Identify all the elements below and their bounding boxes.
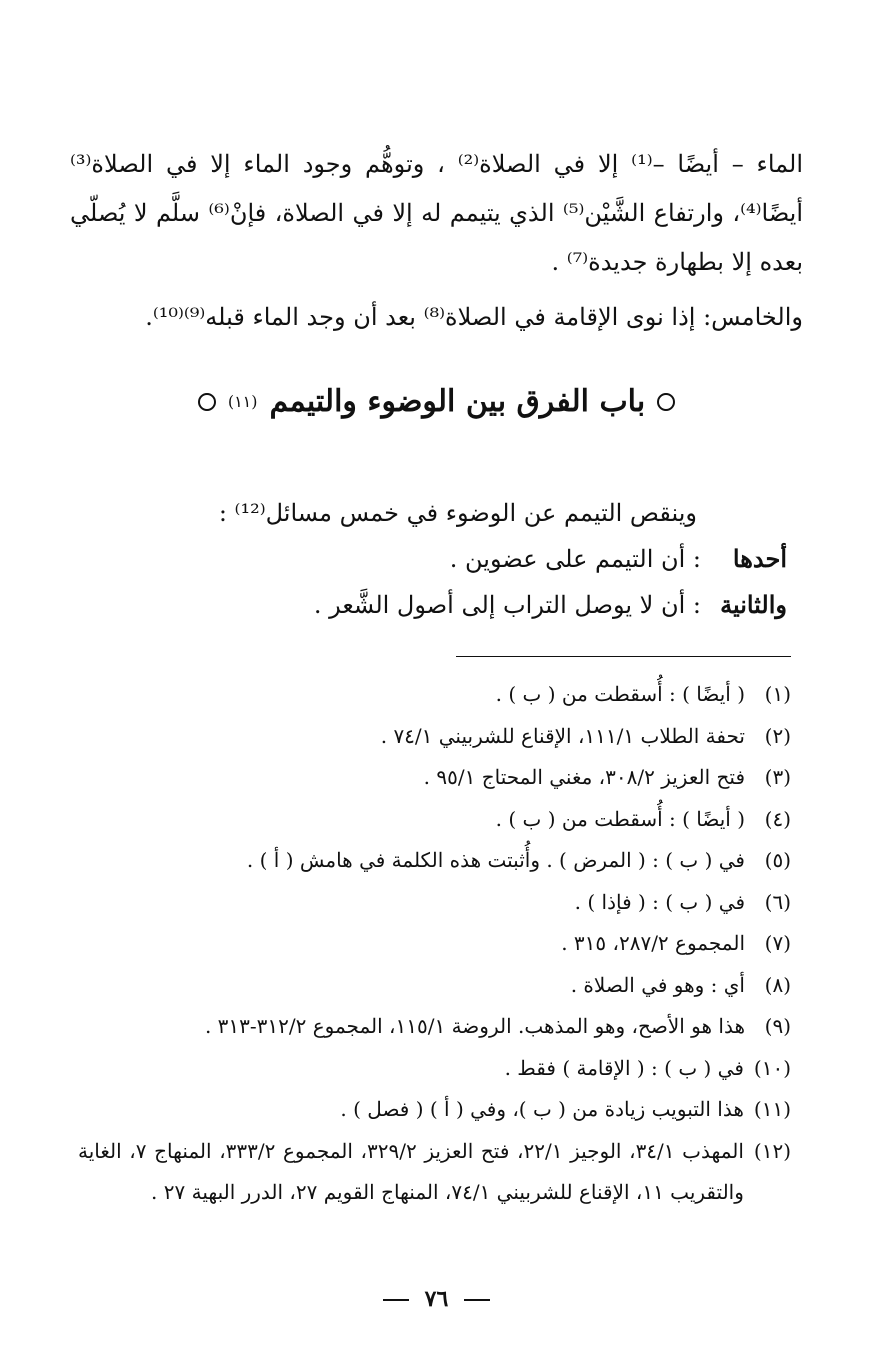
footnote	[78, 923, 791, 965]
issue-second	[200, 582, 787, 628]
footnote-text: تحفة الطلاب ١١١/١، الإقناع للشربيني ٧٤/١ .	[380, 723, 745, 748]
page-number: ٧٦	[424, 1286, 449, 1312]
footnote-text: هذا التبويب زيادة من ( ب )، وفي ( أ ) ( فصل ) .	[340, 1097, 744, 1121]
issue-second-text: : أن لا يوصل التراب إلى أصول الشَّعر .	[313, 591, 701, 619]
footnotes-list	[78, 674, 791, 1214]
footnote-text: ( أيضًا ) : أُسقطت من ( ب ) .	[495, 806, 745, 831]
footnote-number: (٧)	[764, 931, 791, 955]
footnote-number: (٤)	[764, 806, 791, 831]
page-footer	[0, 1286, 873, 1312]
issue-first	[200, 536, 787, 582]
footnote	[78, 965, 791, 1007]
footnote	[78, 716, 791, 758]
footnote-number: (٥)	[764, 848, 791, 872]
footnote	[78, 799, 791, 841]
issue-first-label: أحدها	[732, 544, 787, 573]
footnote	[78, 674, 791, 716]
footnote-text: فتح العزيز ٣٠٨/٢، مغني المحتاج ٩٥/١ .	[423, 765, 745, 789]
issue-first-text: : أن التيمم على عضوين .	[449, 545, 701, 573]
body-paragraph-2: والخامس: إذا نوى الإقامة في الصلاة⁽⁸⁾ بعد أن وجد الماء قبله⁽⁹⁾⁽¹⁰⁾.	[145, 303, 803, 331]
issue-second-label: والثانية	[720, 590, 787, 619]
footnote	[78, 1048, 791, 1090]
footnote-number: (١٠)	[753, 1055, 791, 1080]
footnote	[78, 882, 791, 924]
body-text	[70, 140, 803, 342]
footnote-text: في ( ب ) : ( فإذا ) .	[574, 889, 745, 914]
section-heading	[170, 384, 703, 419]
footnote	[78, 1131, 791, 1214]
footnote-text: المهذب ٣٤/١، الوجيز ٢٢/١، فتح العزيز ٣٢٩/٢، المجموع ٣٣٣/٢، المنهاج ٧، الغاية والتقريب ١١، الإقناع للشربيني ٧٤/١، المنهاج القويم ٢٧، الدرر البهية ٢٧ .	[78, 1138, 744, 1204]
footnote	[78, 840, 791, 882]
circle-ornament-left	[198, 393, 216, 411]
footnote-number: (٩)	[764, 1014, 791, 1038]
heading-footnote-marker: (١١)	[227, 392, 258, 411]
footnote-separator	[456, 656, 791, 657]
footnote-text: هذا هو الأصح، وهو المذهب. الروضة ١١٥/١، المجموع ٣١٢/٢-٣١٣ .	[204, 1014, 745, 1038]
footnote-number: (٨)	[764, 972, 791, 997]
footnote-text: أي : وهو في الصلاة .	[570, 972, 745, 997]
heading-title: باب الفرق بين الوضوء والتيمم	[269, 384, 646, 419]
circle-ornament-right	[657, 393, 675, 411]
footnote-number: (٦)	[764, 889, 791, 914]
footnote-number: (٢)	[764, 723, 791, 748]
footnote-text: في ( ب ) : ( الإقامة ) فقط .	[504, 1055, 744, 1080]
footnote-number: (١٢)	[753, 1138, 791, 1163]
footnote-text: ( أيضًا ) : أُسقطت من ( ب ) .	[495, 682, 745, 706]
footnote-number: (٣)	[764, 765, 791, 789]
footnote-text: في ( ب ) : ( المرض ) . وأُثبتت هذه الكلمة في هامش ( أ ) .	[246, 848, 745, 872]
footnote	[78, 1006, 791, 1048]
footnote	[78, 1089, 791, 1131]
footnote-number: (١)	[764, 682, 791, 706]
footnote	[78, 757, 791, 799]
body-paragraph-1: الماء – أيضًا –⁽¹⁾ إلا في الصلاة⁽²⁾ ، وتوهُّم وجود الماء إلا في الصلاة⁽³⁾ أيضًا⁽⁴⁾، وارتفاع الشَّيْن⁽⁵⁾ الذي يتيمم له إلا في الصلاة، فإنْ⁽⁶⁾ سلَّم لا يُصلّي بعده إلا بطهارة جديدة⁽⁷⁾ .	[70, 150, 804, 276]
footnote-text: المجموع ٢٨٧/٢، ٣١٥ .	[561, 931, 745, 955]
footer-dash-right	[464, 1299, 490, 1301]
intro-line: وينقص التيمم عن الوضوء في خمس مسائل⁽¹²⁾ :	[218, 499, 697, 527]
footnote-number: (١١)	[753, 1097, 791, 1121]
footer-dash-left	[383, 1299, 409, 1301]
intro-block	[200, 490, 787, 628]
